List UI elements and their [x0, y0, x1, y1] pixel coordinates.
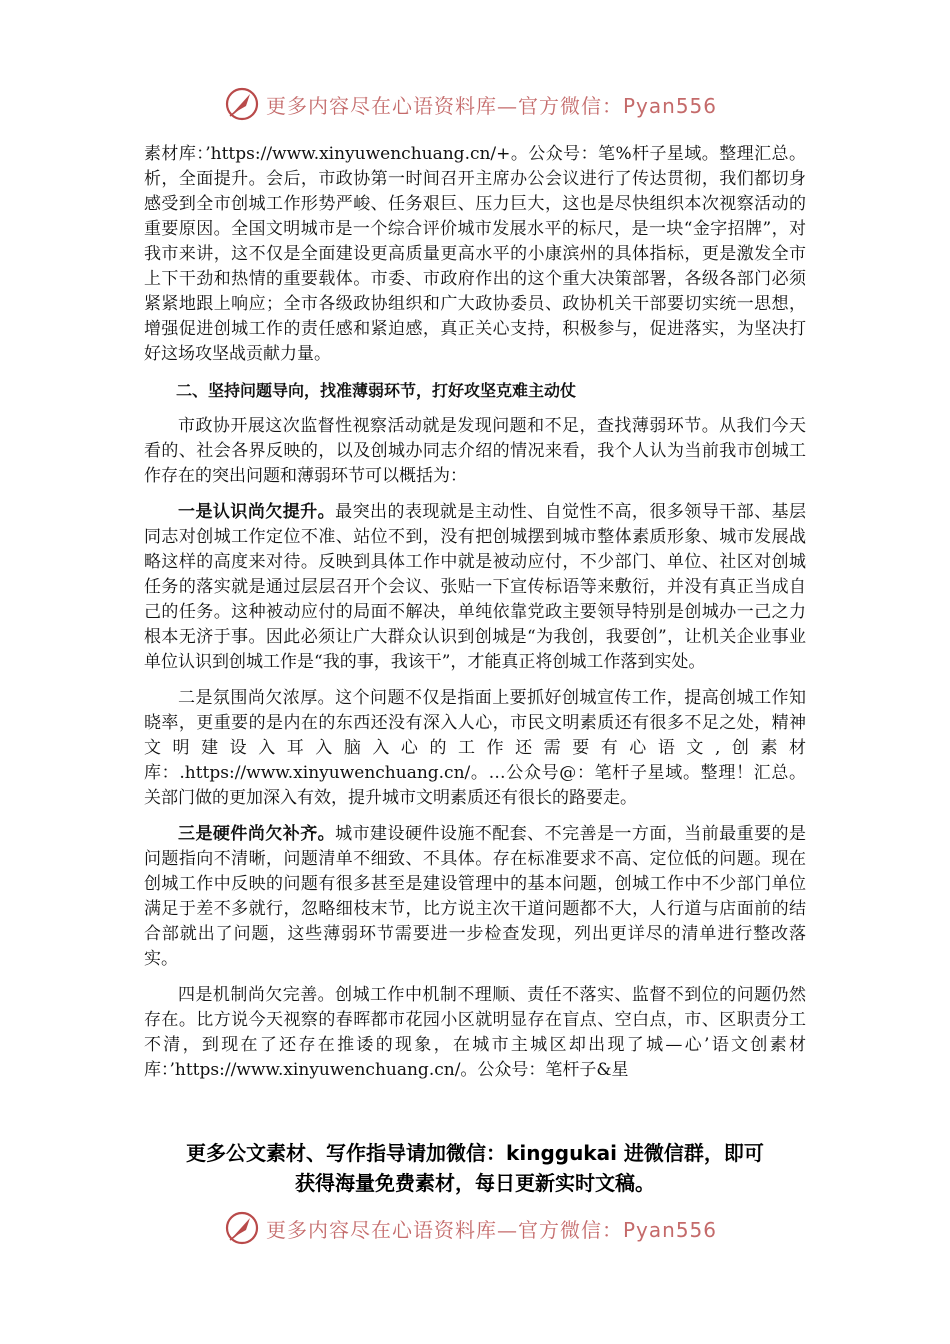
promo-notice [144, 1138, 806, 1198]
paragraph-5 [144, 822, 806, 972]
paragraph-3-text: 最突出的表现就是主动性、自觉性不高，很多领导干部、基层同志对创城工作定位不准、站位不到，没有把创城摆到城市整体素质形象、城市发展战略这样的高度来对待。反映到具体工作中就是被动应付，不少部门、单位、社区对创城任务的落实就是通过层层召开个会议、张贴一下宣传标语等来敷衍，并没有真正当成自己的任务。这种被动应付的局面不解决，单纯依靠党政主要领导特别是创城办一己之力根本无济于事。因此必须让广大群众认识到创城是“为我创，我要创”，让机关企业事业单位认识到创城工作是“我的事，我该干”，才能真正将创城工作落到实处。 [144, 502, 807, 672]
paragraph-3 [144, 500, 806, 675]
paragraph-6: 四是机制尚欠完善。创城工作中机制不理顺、责任不落实、监督不到位的问题仍然存在。比方说今天视察的春晖都市花园小区就明显存在盲点、空白点，市、区职责分工不清，到现在了还存在推诿的现象，在城市主城区却出现了城—心’语文创素材库：’https://www.xinyuwenchuang.cn/。公众号：笔杆子&星 [144, 985, 806, 1080]
header-banner [224, 84, 717, 124]
paragraph-5-text: 城市建设硬件设施不配套、不完善是一方面，当前最重要的是问题指向不清晰，问题清单不细致、不具体。存在标准要求不高、定位低的问题。现在创城工作中反映的问题有很多甚至是建设管理中的基本问题，创城工作中不少部门单位满足于差不多就行，忽略细枝末节，比方说主次干道问题都不大，人行道与店面前的结合部就出了问题，这些薄弱环节需要进一步检查发现，列出更详尽的清单进行整改落实。 [144, 824, 807, 969]
footer-brand [266, 1214, 717, 1243]
promo-line-1: 更多公文素材、写作指导请加微信：kinggukai 进微信群，即可 [186, 1141, 764, 1165]
section-heading-2: 二、坚持问题导向，找准薄弱环节，打好攻坚克难主动仗 [176, 381, 577, 400]
quill-logo-icon [224, 86, 260, 122]
footer-account: Pyan556 [623, 1217, 718, 1242]
footer-banner [224, 1208, 717, 1248]
paragraph-3-lead: 一是认识尚欠提升。 [178, 502, 336, 522]
header-brand [266, 90, 717, 119]
paragraph-4: 二是氛围尚欠浓厚。这个问题不仅是指面上要抓好创城宣传工作，提高创城工作知晓率，更重要的是内在的东西还没有深入人心，市民文明素质还有很多不足之处，精神文明建设入耳入脑入心的工作还需要有心语文,创素材库：.https://www.xinyuwenchuang.cn/。…公众号@：笔杆子星域。整理！汇总。关部门做的更加深入有效，提升城市文明素质还有很长的路要走。 [144, 688, 806, 808]
header-account: Pyan556 [623, 93, 718, 118]
quill-logo-icon [224, 1210, 260, 1246]
promo-line-2: 获得海量免费素材，每日更新实时文稿。 [295, 1171, 655, 1195]
header-brand-text: 更多内容尽在心语资料库—官方微信： [266, 93, 623, 118]
footer-brand-text: 更多内容尽在心语资料库—官方微信： [266, 1217, 623, 1242]
paragraph-1: 素材库：’https://www.xinyuwenchuang.cn/+。公众号：笔%杆子星域。整理汇总。析，全面提升。会后，市政协第一时间召开主席办公会议进行了传达贯彻，我们都切身感受到全市创城工作形势严峻、任务艰巨、压力巨大，这也是尽快组织本次视察活动的重要原因。全国文明城市是一个综合评价城市发展水平的标尺，是一块“金字招牌”，对我市来讲，这不仅是全面建设更高质量更高水平的小康滨州的具体指标，更是激发全市上下干劲和热情的重要载体。市委、市政府作出的这个重大决策部署，各级各部门必须紧紧地跟上响应；全市各级政协组织和广大政协委员、政协机关干部要切实统一思想，增强促进创城工作的责任感和紧迫感，真正关心支持，积极参与，促进落实，为坚决打好这场攻坚战贡献力量。 [144, 144, 806, 364]
document-body [144, 142, 806, 1094]
paragraph-2: 市政协开展这次监督性视察活动就是发现问题和不足，查找薄弱环节。从我们今天看的、社会各界反映的，以及创城办同志介绍的情况来看，我个人认为当前我市创城工作存在的突出问题和薄弱环节可以概括为： [144, 416, 806, 486]
paragraph-5-lead: 三是硬件尚欠补齐。 [178, 824, 336, 844]
